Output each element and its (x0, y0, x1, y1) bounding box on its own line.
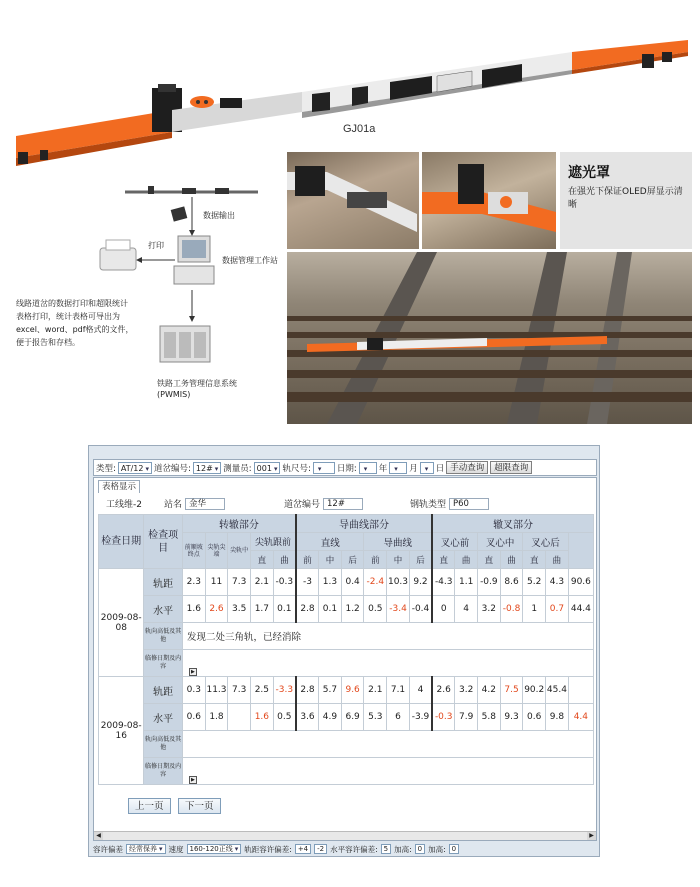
th-back: 后 (341, 551, 364, 569)
switch-field[interactable]: 12# (323, 498, 363, 510)
expand-icon[interactable]: ▶ (189, 668, 197, 676)
value-cell[interactable]: 11.3 (205, 677, 228, 704)
photo-gauge-closeup (287, 152, 419, 249)
th-frog-front: 叉心前 (432, 533, 477, 551)
expand-icon[interactable]: ▶ (189, 776, 197, 784)
value-cell[interactable]: 11 (205, 569, 228, 596)
gauge-tol-plus-field[interactable]: +4 (295, 844, 311, 854)
value-cell[interactable]: 1.7 (251, 596, 274, 623)
repair-cell[interactable] (182, 758, 593, 785)
station-field[interactable]: 金华 (185, 498, 225, 510)
value-cell[interactable]: 1.6 (251, 704, 274, 731)
th-tip-middle: 尖轨中 (228, 533, 251, 569)
photo-gauge-closeup-art (287, 152, 419, 249)
value-cell[interactable]: 7.5 (500, 677, 523, 704)
value-cell[interactable]: 1.8 (205, 704, 228, 731)
tolerance-select[interactable]: 经常保养 ▾ (126, 844, 166, 854)
value-cell[interactable]: 5.7 (319, 677, 342, 704)
value-cell[interactable]: 45.4 (546, 677, 569, 704)
scroll-right-icon[interactable]: ▶ (587, 832, 596, 840)
value-cell[interactable]: 0.3 (182, 677, 205, 704)
item-note: 轨向高低及其他 (144, 731, 183, 758)
scroll-left-icon[interactable]: ◀ (94, 832, 103, 840)
table-row (99, 569, 594, 596)
value-cell[interactable]: -3 (296, 569, 319, 596)
year-label: 年 (378, 463, 388, 474)
value-cell[interactable]: 5.3 (364, 704, 387, 731)
th-straight: 直 (523, 551, 546, 569)
data-flow-diagram (0, 180, 285, 410)
value-cell[interactable]: 0.1 (273, 596, 296, 623)
add-high2-label: 加高: (428, 844, 446, 854)
prev-page-button[interactable]: 上一页 (128, 798, 171, 814)
th-curve: 曲 (273, 551, 296, 569)
th-front-joint: 前顺坡终点 (182, 533, 205, 569)
th-frog-extra (568, 533, 593, 569)
manual-query-button[interactable]: 手动查询 (446, 461, 488, 474)
table-row (99, 758, 594, 785)
value-cell[interactable]: 90.6 (568, 569, 593, 596)
value-cell[interactable]: 0.6 (182, 704, 205, 731)
label-pwmis-abbr: (PWMIS) (157, 390, 191, 399)
label-workstation: 数据管理工作站 (222, 256, 278, 265)
feature-box (560, 152, 692, 249)
flow-lines (0, 180, 285, 410)
day-select[interactable] (420, 462, 434, 474)
station-info (164, 497, 225, 510)
software-window (88, 445, 600, 857)
value-cell[interactable]: 4.3 (546, 569, 569, 596)
label-data-output: 数据输出 (203, 211, 235, 220)
value-cell[interactable]: 0.6 (523, 704, 546, 731)
th-back: 后 (409, 551, 432, 569)
gauge-tol-label: 轨距容许偏差: (244, 844, 292, 854)
table-row (99, 704, 594, 731)
table-row (99, 677, 594, 704)
tolerance-label: 容许偏差 (93, 844, 123, 854)
switch-no-label: 道岔编号: (154, 463, 191, 474)
value-cell[interactable]: 0.5 (273, 704, 296, 731)
value-cell[interactable]: 4.2 (478, 677, 501, 704)
value-cell[interactable]: 4.9 (319, 704, 342, 731)
value-cell[interactable]: 3.2 (455, 677, 478, 704)
value-cell[interactable]: 4.4 (568, 704, 593, 731)
value-cell[interactable]: 0 (432, 596, 455, 623)
month-label: 月 (409, 463, 418, 474)
switch-label: 道岔编号 (284, 500, 321, 510)
value-cell[interactable]: 0.5 (364, 596, 387, 623)
speed-label: 速度 (168, 844, 184, 854)
date-label: 日期: (336, 463, 357, 474)
th-frog-middle: 叉心中 (478, 533, 523, 551)
value-cell[interactable]: 2.8 (296, 596, 319, 623)
value-cell[interactable]: 3.6 (296, 704, 319, 731)
photo-switch-track-art (287, 252, 692, 424)
photo-switch-track (287, 252, 692, 424)
surveyor-label: 测量员: (223, 463, 252, 474)
value-cell[interactable]: 2.1 (251, 569, 274, 596)
note-cell[interactable] (182, 731, 593, 758)
table-body (99, 569, 594, 785)
value-cell[interactable]: 2.3 (182, 569, 205, 596)
value-cell[interactable]: -0.9 (478, 569, 501, 596)
surveyor-select[interactable]: 001 ▾ (254, 462, 281, 474)
item-repair: 临修日期及内容 (144, 650, 183, 677)
limit-query-button[interactable]: 超限查询 (490, 461, 532, 474)
value-cell[interactable]: 0.7 (546, 596, 569, 623)
th-front: 前 (296, 551, 319, 569)
table-sheet (93, 477, 597, 841)
speed-select[interactable]: 160-120正线 ▾ (187, 844, 242, 854)
inspection-table (98, 514, 594, 785)
value-cell[interactable]: 3.2 (478, 596, 501, 623)
item-note: 轨向高低及其他 (144, 623, 183, 650)
flow-description: 线路道岔的数据打印和超限统计表格打印，统计表格可导出为excel、word、pdf格式的文件，便于报告和存档。 (16, 299, 134, 347)
value-cell[interactable]: 5.2 (523, 569, 546, 596)
value-cell[interactable]: 0.1 (319, 596, 342, 623)
value-cell[interactable]: -3.3 (273, 677, 296, 704)
horizontal-scrollbar[interactable] (94, 831, 596, 840)
feature-description: 在强光下保证OLED屏显示清晰 (568, 187, 683, 210)
label-pwmis: 铁路工务管理信息系统 (157, 379, 237, 388)
value-cell[interactable]: -3.9 (409, 704, 432, 731)
value-cell[interactable]: -3.4 (387, 596, 410, 623)
value-cell[interactable]: 9.8 (546, 704, 569, 731)
value-cell[interactable]: -0.4 (409, 596, 432, 623)
value-cell[interactable]: 2.5 (251, 677, 274, 704)
th-straight: 直 (432, 551, 455, 569)
value-cell[interactable]: 1.3 (319, 569, 342, 596)
th-front: 前 (364, 551, 387, 569)
value-cell[interactable]: -0.3 (273, 569, 296, 596)
rail-gauge-image (12, 40, 692, 170)
item-gauge: 轨距 (144, 677, 183, 704)
value-cell[interactable]: 4 (455, 596, 478, 623)
value-cell[interactable]: 10.3 (387, 569, 410, 596)
add-high-field[interactable]: 0 (415, 844, 425, 854)
th-tip-heel-front: 尖轨跟前 (251, 533, 296, 551)
value-cell[interactable]: 9.3 (500, 704, 523, 731)
switch-info (284, 497, 363, 510)
next-page-button[interactable]: 下一页 (178, 798, 221, 814)
table-row (99, 596, 594, 623)
th-straight-line: 直线 (296, 533, 364, 551)
value-cell[interactable]: 9.6 (341, 677, 364, 704)
line-name: 工线维-2 (106, 500, 142, 510)
value-cell[interactable]: 3.5 (228, 596, 251, 623)
th-lead-curve: 导曲线 (364, 533, 432, 551)
add-high-label: 加高: (394, 844, 412, 854)
item-gauge: 轨距 (144, 569, 183, 596)
th-frog-part: 辙叉部分 (432, 515, 593, 533)
value-cell[interactable]: 7.3 (228, 569, 251, 596)
value-cell[interactable]: 1.6 (182, 596, 205, 623)
status-bar (93, 843, 597, 855)
value-cell[interactable]: -0.8 (500, 596, 523, 623)
th-curve: 曲 (546, 551, 569, 569)
th-lead-part: 导曲线部分 (296, 515, 432, 533)
th-straight: 直 (478, 551, 501, 569)
note-cell[interactable]: 发现二处三角轨，已经消除 (182, 623, 593, 650)
level-tol-label: 水平容许偏差: (330, 844, 378, 854)
value-cell[interactable]: 7.9 (455, 704, 478, 731)
table-row (99, 623, 594, 650)
gauge-no-select[interactable] (313, 462, 335, 474)
day-label: 日 (435, 463, 445, 474)
th-check-item: 检查项目 (144, 515, 183, 569)
th-check-date: 检查日期 (99, 515, 144, 569)
rail-info (410, 497, 489, 510)
repair-cell[interactable] (182, 650, 593, 677)
th-frog-back: 叉心后 (523, 533, 568, 551)
value-cell[interactable]: 8.6 (500, 569, 523, 596)
record-date: 2009-08-16 (99, 677, 144, 785)
value-cell[interactable]: 1 (523, 596, 546, 623)
th-straight: 直 (251, 551, 274, 569)
value-cell[interactable]: 5.8 (478, 704, 501, 731)
value-cell[interactable]: -2.4 (364, 569, 387, 596)
table-row (99, 650, 594, 677)
type-label: 类型: (96, 463, 116, 474)
value-cell[interactable]: 7.1 (387, 677, 410, 704)
value-cell[interactable]: -4.3 (432, 569, 455, 596)
label-print: 打印 (148, 241, 164, 250)
level-tol-field[interactable]: 5 (381, 844, 391, 854)
value-cell[interactable] (228, 704, 251, 731)
record-date: 2009-08-08 (99, 569, 144, 677)
value-cell[interactable]: 2.1 (364, 677, 387, 704)
value-cell[interactable]: 90.2 (523, 677, 546, 704)
value-cell[interactable]: 6 (387, 704, 410, 731)
year-select[interactable] (359, 462, 377, 474)
station-label: 站名 (164, 500, 183, 510)
value-cell[interactable]: 7.3 (228, 677, 251, 704)
value-cell[interactable]: 2.6 (205, 596, 228, 623)
th-middle: 中 (387, 551, 410, 569)
type-select[interactable]: AT/12 ▾ (118, 462, 152, 474)
value-cell[interactable] (568, 677, 593, 704)
th-curve: 曲 (455, 551, 478, 569)
value-cell[interactable]: 2.6 (432, 677, 455, 704)
add-high2-field[interactable]: 0 (449, 844, 459, 854)
value-cell[interactable]: 44.4 (568, 596, 593, 623)
value-cell[interactable]: 6.9 (341, 704, 364, 731)
gauge-tol-minus-field[interactable]: -2 (314, 844, 327, 854)
query-toolbar (93, 459, 597, 476)
value-cell[interactable]: 0.4 (341, 569, 364, 596)
th-tip-point: 尖轨尖端 (205, 533, 228, 569)
tab-table-display[interactable]: 表格显示 (98, 480, 140, 493)
rail-label: 钢轨类型 (410, 500, 447, 510)
rail-field[interactable]: P60 (449, 498, 489, 510)
gauge-no-label: 轨尺号: (282, 463, 311, 474)
th-middle: 中 (319, 551, 342, 569)
value-cell[interactable]: 2.8 (296, 677, 319, 704)
table-row (99, 731, 594, 758)
switch-no-select[interactable]: 12# ▾ (193, 462, 221, 474)
item-level: 水平 (144, 704, 183, 731)
value-cell[interactable]: -0.3 (432, 704, 455, 731)
photo-light-shield (422, 152, 556, 249)
value-cell[interactable]: 9.2 (409, 569, 432, 596)
model-label: GJ01a (343, 123, 376, 135)
feature-title: 遮光罩 (568, 165, 610, 181)
month-select[interactable] (389, 462, 407, 474)
th-switch-part: 转辙部分 (182, 515, 295, 533)
value-cell[interactable]: 1.2 (341, 596, 364, 623)
item-repair: 临修日期及内容 (144, 758, 183, 785)
item-level: 水平 (144, 596, 183, 623)
value-cell[interactable]: 1.1 (455, 569, 478, 596)
photo-light-shield-art (422, 152, 556, 249)
value-cell[interactable]: 4 (409, 677, 432, 704)
th-curve: 曲 (500, 551, 523, 569)
line-info (106, 497, 142, 510)
